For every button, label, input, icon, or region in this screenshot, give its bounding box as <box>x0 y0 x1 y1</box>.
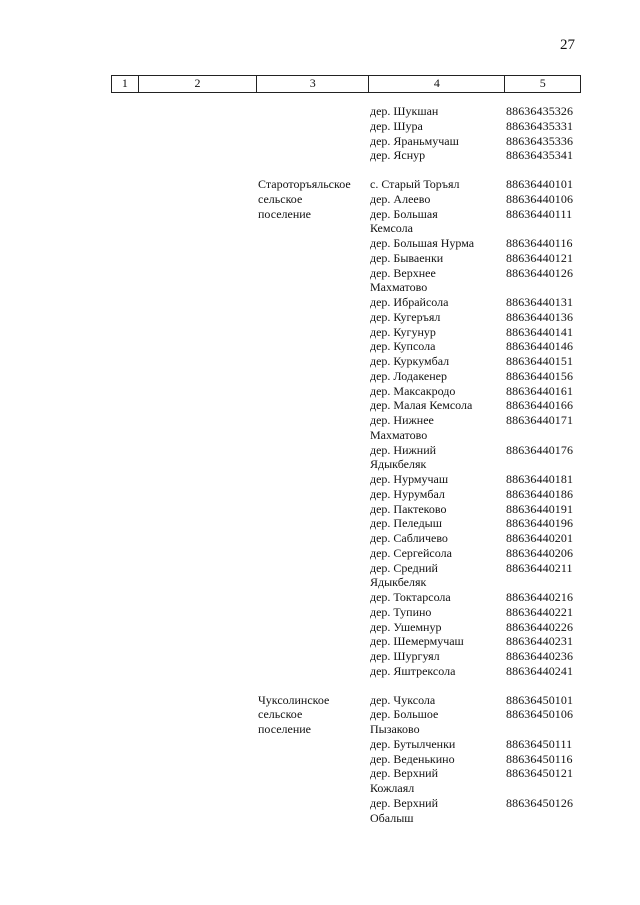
table-row <box>0 634 640 649</box>
settlement-name <box>370 310 502 325</box>
okato-code: 88636440161 <box>506 383 574 398</box>
settlement-name-line: дер. Пактеково <box>370 501 447 516</box>
table-row <box>0 251 640 266</box>
okato-code: 88636440151 <box>506 354 574 368</box>
okato-code: 88636440181 <box>506 472 574 486</box>
settlement-name <box>370 737 502 752</box>
column-header-4: 4 <box>368 76 504 92</box>
settlement-name-line: дер. Ибрайсола <box>370 295 449 309</box>
okato-code: 88636440136 <box>506 309 574 324</box>
settlement-name-line: дер. Токтарсола <box>370 590 451 604</box>
column-header-5: 5 <box>504 76 581 92</box>
table-row <box>0 737 640 752</box>
settlement-name <box>370 531 502 546</box>
table-row <box>0 664 640 679</box>
okato-code: 88636450116 <box>506 751 573 766</box>
table-row <box>0 766 640 796</box>
settlement-name <box>370 369 502 384</box>
table-row <box>0 546 640 561</box>
table-row <box>0 295 640 310</box>
settlement-name <box>370 502 502 517</box>
okato-code: 88636450126 <box>506 795 574 810</box>
settlement-region-line: поселение <box>258 722 312 736</box>
table-row <box>0 605 640 620</box>
table-row <box>0 119 640 134</box>
table-row <box>0 384 640 399</box>
settlement-name <box>370 325 502 340</box>
table-row <box>0 443 640 473</box>
settlement-name-line: дер. Веденькино <box>370 751 455 766</box>
settlement-name-line: дер. Бутылченки <box>370 736 456 751</box>
table-row <box>0 413 640 443</box>
okato-code: 88636440141 <box>506 324 574 339</box>
table-row <box>0 398 640 413</box>
settlement-name <box>370 354 502 369</box>
settlement-name-line: с. Старый Торъял <box>370 177 460 191</box>
column-header-2: 2 <box>138 76 256 92</box>
settlement-name <box>370 148 502 163</box>
settlement-name-line: дер. Чуксола <box>370 692 436 707</box>
settlement-name-line: дер. Яснур <box>370 148 426 163</box>
settlement-name-line: Кожлаял <box>370 781 415 795</box>
settlement-name-line: дер. Лодакенер <box>370 368 447 383</box>
table-row <box>0 649 640 664</box>
settlement-name-line: дер. Кугунур <box>370 324 436 339</box>
column-header-1: 1 <box>111 76 138 92</box>
settlement-name-line: дер. Шукшан <box>370 104 439 118</box>
okato-code: 88636440241 <box>506 663 574 678</box>
table-row <box>0 325 640 340</box>
settlement-name <box>370 707 502 737</box>
okato-code: 88636450101 <box>506 692 574 707</box>
settlement-name-line: дер. Тупино <box>370 604 432 619</box>
okato-code: 88636440206 <box>506 545 574 560</box>
okato-code: 88636435326 <box>506 104 574 118</box>
okato-code: 88636450106 <box>506 707 574 722</box>
table-row <box>0 472 640 487</box>
table-row <box>0 207 640 237</box>
okato-code: 88636440131 <box>506 295 574 309</box>
okato-code: 88636440171 <box>506 413 574 427</box>
settlement-name <box>370 605 502 620</box>
settlement-name-line: дер. Малая Кемсола <box>370 398 473 413</box>
okato-code: 88636440216 <box>506 590 574 604</box>
settlement-name <box>370 752 502 767</box>
settlement-name <box>370 398 502 413</box>
okato-code: 88636440146 <box>506 339 574 354</box>
column-header-3: 3 <box>256 76 368 92</box>
settlement-name-line: дер. Нурумбал <box>370 486 445 501</box>
okato-code: 88636440201 <box>506 531 574 545</box>
settlement-name <box>370 664 502 679</box>
settlement-name-line: дер. Купсола <box>370 339 436 354</box>
table-row <box>0 134 640 149</box>
settlement-name-line: дер. Яраньмучаш <box>370 133 459 148</box>
table-row <box>0 236 640 251</box>
okato-code: 88636440101 <box>506 177 574 191</box>
okato-code: 88636440126 <box>506 265 574 280</box>
settlement-name-line: дер. Яштрексола <box>370 663 456 678</box>
okato-code: 88636440156 <box>506 368 574 383</box>
settlement-name <box>370 634 502 649</box>
settlement-region-line: сельское <box>258 707 303 722</box>
settlement-name <box>370 620 502 635</box>
settlement-region-line: Староторъяльское <box>258 177 351 191</box>
settlement-name-line: дер. Кугеръял <box>370 309 441 324</box>
settlement-name <box>370 796 502 826</box>
settlement-name <box>370 693 502 708</box>
settlement-name-line: Пызаково <box>370 722 420 736</box>
okato-code: 88636440116 <box>506 236 573 250</box>
table-row <box>0 266 640 296</box>
table-row <box>0 796 640 826</box>
settlement-name-line: дер. Шемермучаш <box>370 634 464 649</box>
okato-code: 88636440166 <box>506 398 574 413</box>
okato-code: 88636435331 <box>506 118 574 133</box>
settlement-name <box>370 384 502 399</box>
okato-code: 88636440176 <box>506 442 574 457</box>
table-row <box>0 487 640 502</box>
table-row <box>0 354 640 369</box>
settlement-name-line: дер. Пеледыш <box>370 516 442 531</box>
settlement-name <box>370 561 502 591</box>
settlement-name-line: дер. Большая Нурма <box>370 236 475 250</box>
table-row <box>0 104 640 119</box>
settlement-name-line: дер. Шургуял <box>370 649 440 663</box>
settlement-name <box>370 766 502 796</box>
table-row <box>0 339 640 354</box>
settlement-name <box>370 236 502 251</box>
settlement-region-line: Чуксолинское <box>258 692 330 707</box>
okato-code: 88636440231 <box>506 634 574 649</box>
settlement-name-line: дер. Верхний <box>370 795 439 810</box>
table-row <box>0 561 640 591</box>
settlement-name-line: дер. Шура <box>370 118 423 133</box>
table-row <box>0 192 640 207</box>
settlement-name-line: дер. Сергейсола <box>370 545 452 560</box>
table-row <box>0 590 640 605</box>
settlement-name-line: дер. Большое <box>370 707 439 722</box>
settlement-name <box>370 472 502 487</box>
settlement-name <box>370 119 502 134</box>
settlement-name-line: Обалыш <box>370 810 414 825</box>
settlement-name-line: дер. Бываенки <box>370 250 444 265</box>
settlement-region-line: сельское <box>258 191 303 206</box>
settlement-name-line: дер. Сабличево <box>370 531 448 545</box>
settlement-name <box>370 134 502 149</box>
settlement-name-line: Махматово <box>370 427 428 442</box>
settlement-name-line: дер. Нурмучаш <box>370 472 449 486</box>
table-row <box>0 148 640 163</box>
settlement-name-line: дер. Средний <box>370 560 438 575</box>
settlement-name-line: дер. Максакродо <box>370 383 456 398</box>
okato-code: 88636440226 <box>506 619 574 634</box>
settlement-name-line: дер. Верхний <box>370 766 439 781</box>
settlement-name <box>370 413 502 443</box>
settlement-table-body <box>0 104 640 825</box>
okato-code: 88636440196 <box>506 516 574 531</box>
settlement-name-line: дер. Нижнее <box>370 413 434 427</box>
settlement-name-line: дер. Верхнее <box>370 265 436 280</box>
table-row <box>0 752 640 767</box>
settlement-name <box>370 295 502 310</box>
settlement-name <box>370 177 502 192</box>
settlement-region-line: поселение <box>258 206 312 221</box>
settlement-name <box>370 516 502 531</box>
okato-code: 88636440111 <box>506 206 573 221</box>
settlement-name-line: Ядыкбеляк <box>370 457 427 472</box>
settlement-name-line: дер. Ушемнур <box>370 619 442 634</box>
okato-code: 88636440186 <box>506 486 574 501</box>
okato-code: 88636440211 <box>506 560 573 575</box>
table-row <box>0 502 640 517</box>
okato-code: 88636440236 <box>506 649 574 663</box>
settlement-name-line: Ядыкбеляк <box>370 575 427 590</box>
settlement-name <box>370 104 502 119</box>
settlement-name <box>370 207 502 237</box>
okato-code: 88636450111 <box>506 736 573 751</box>
settlement-name <box>370 487 502 502</box>
okato-code: 88636435336 <box>506 133 574 148</box>
settlement-name-line: дер. Большая <box>370 206 438 221</box>
table-row <box>0 369 640 384</box>
settlement-name-line: дер. Нижний <box>370 442 437 457</box>
settlement-name <box>370 192 502 207</box>
settlement-name-line: дер. Куркумбал <box>370 354 450 368</box>
settlement-name <box>370 649 502 664</box>
table-row <box>0 310 640 325</box>
okato-code: 88636440121 <box>506 250 574 265</box>
settlement-name-line: Махматово <box>370 280 428 295</box>
settlement-name <box>370 251 502 266</box>
settlement-name-line: Кемсола <box>370 221 413 236</box>
settlement-name <box>370 266 502 296</box>
settlement-name <box>370 443 502 473</box>
okato-code: 88636440221 <box>506 604 574 619</box>
page-number: 27 <box>560 37 575 53</box>
settlement-name <box>370 546 502 561</box>
okato-code: 88636440191 <box>506 501 574 516</box>
column-header-row <box>111 75 581 93</box>
settlement-name <box>370 590 502 605</box>
okato-code: 88636450121 <box>506 766 574 781</box>
okato-code: 88636435341 <box>506 148 574 163</box>
okato-code: 88636440106 <box>506 191 574 206</box>
settlement-name-line: дер. Алеево <box>370 191 431 206</box>
table-row <box>0 620 640 635</box>
settlement-name <box>370 339 502 354</box>
table-row <box>0 531 640 546</box>
table-row <box>0 707 640 737</box>
table-row <box>0 516 640 531</box>
